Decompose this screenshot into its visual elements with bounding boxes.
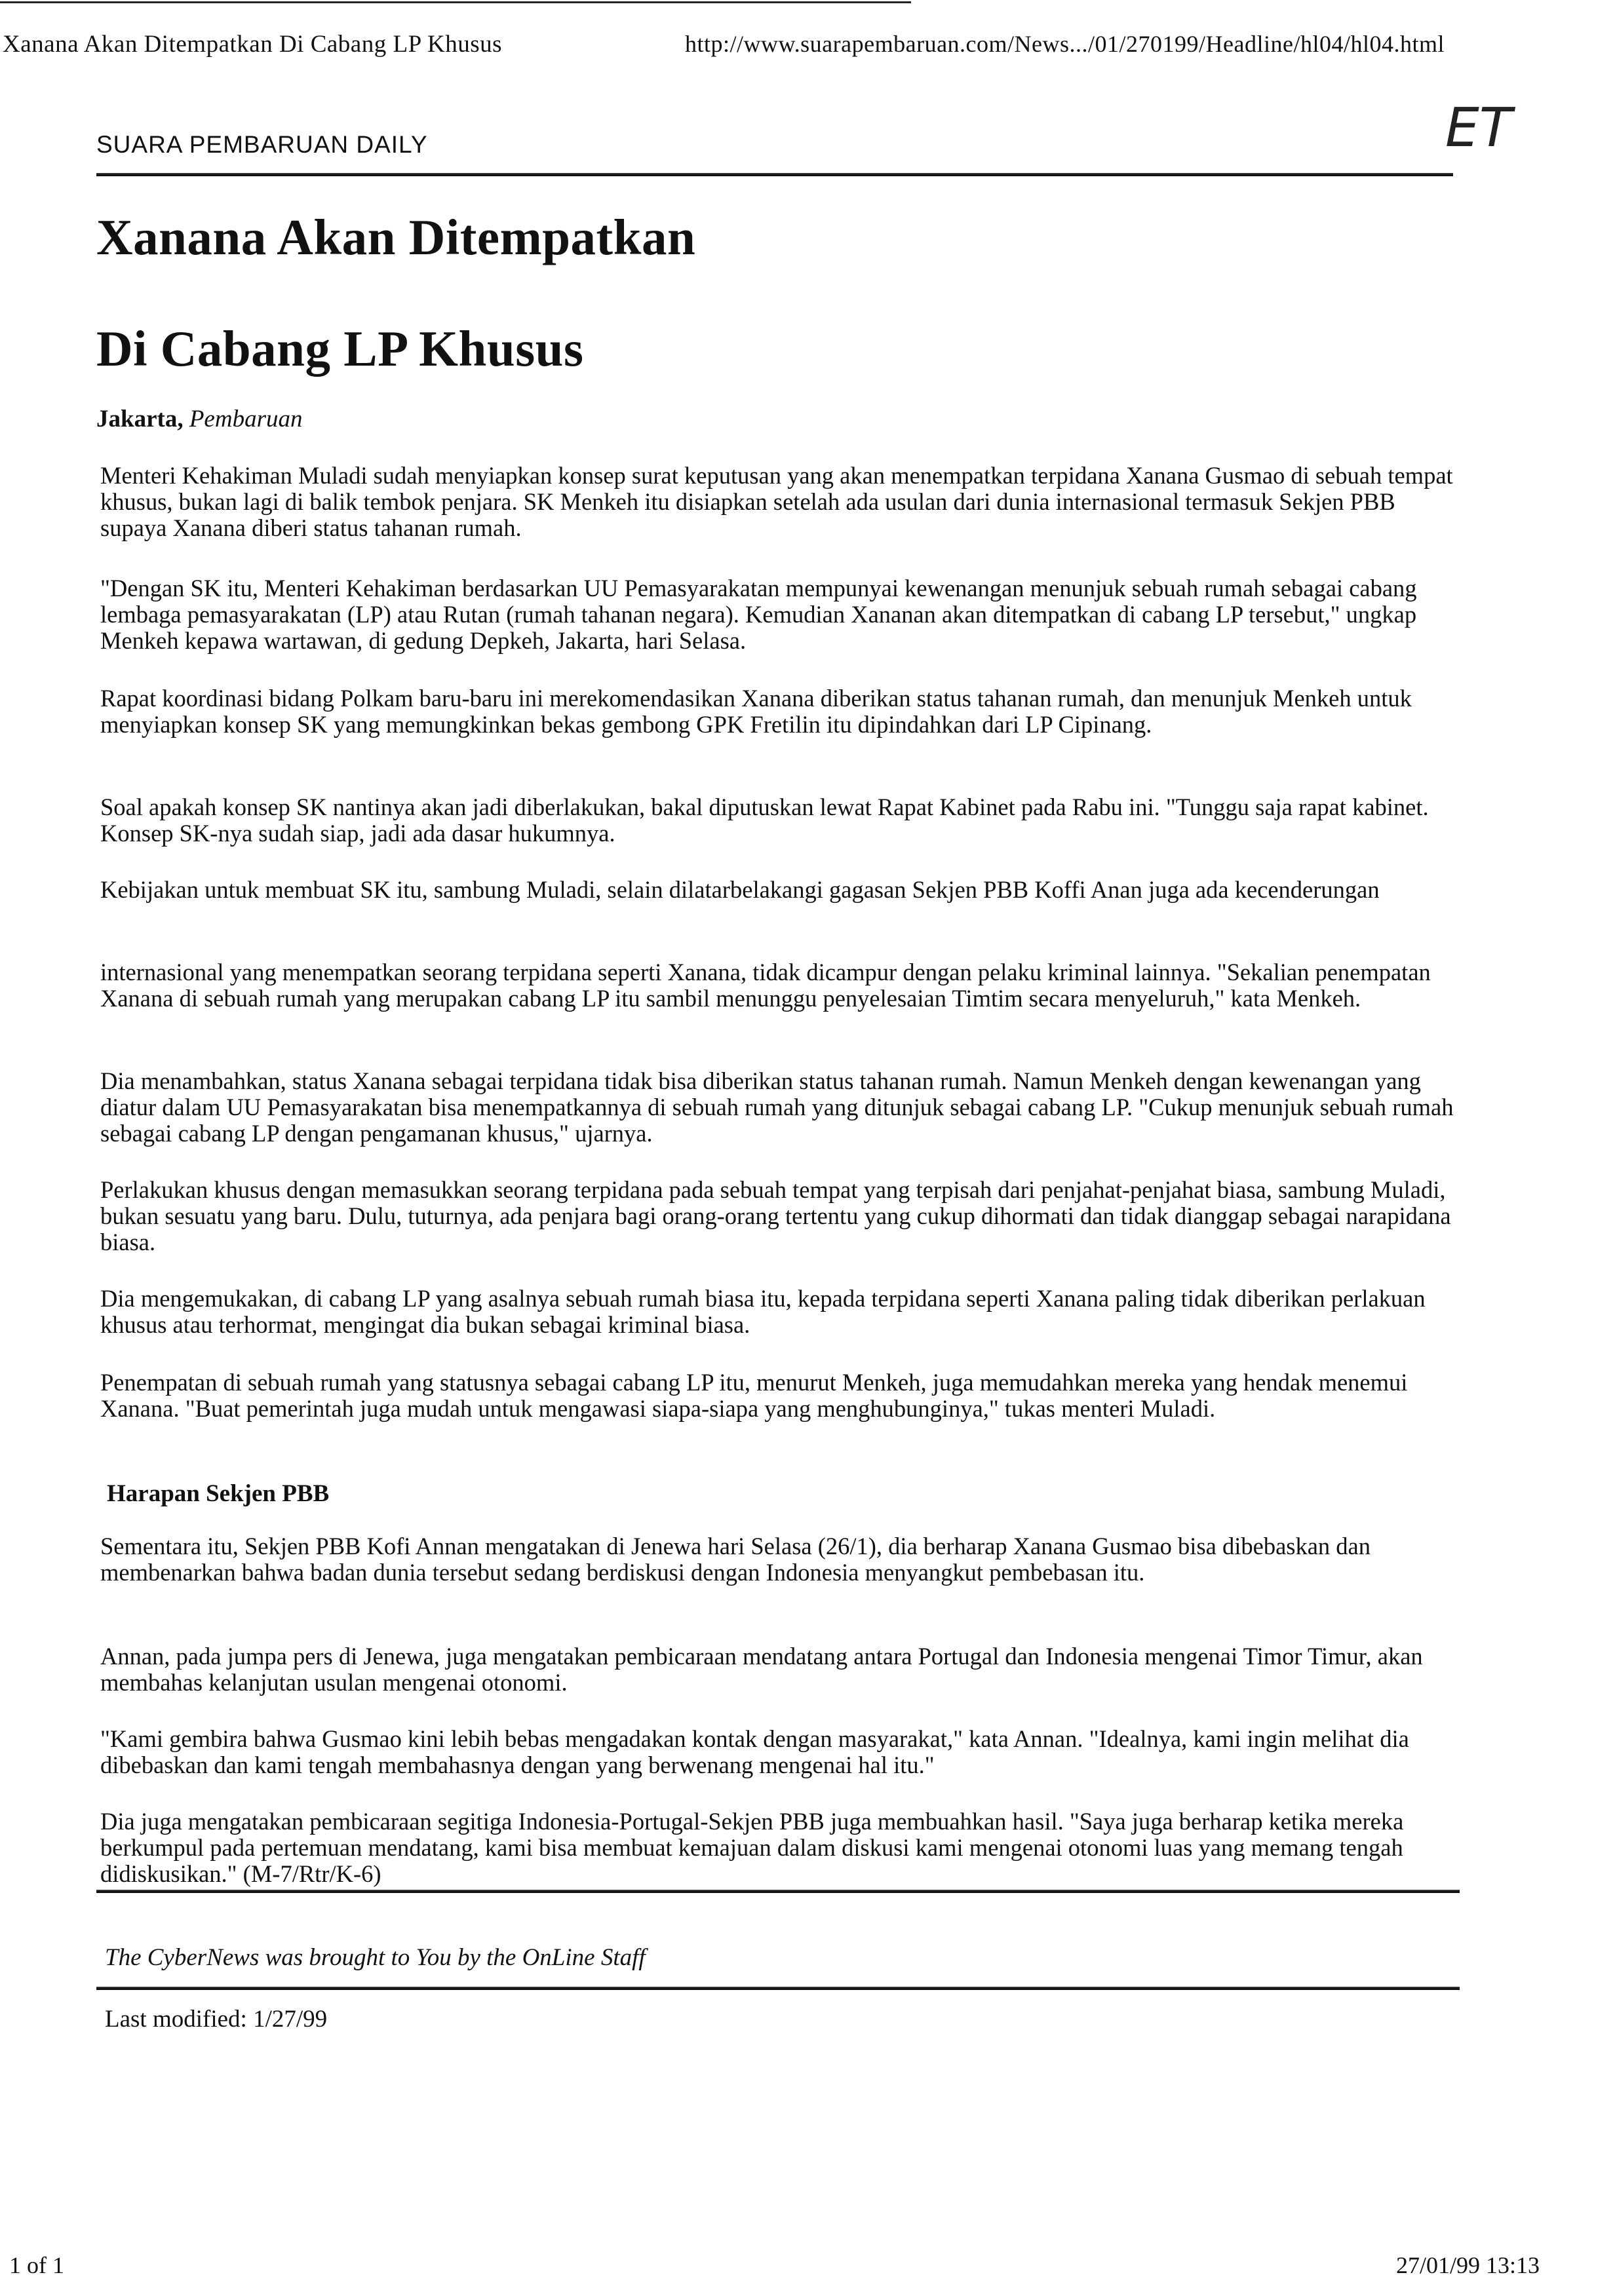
footer-rule-bottom (96, 1987, 1460, 1990)
article-paragraph: Annan, pada jumpa pers di Jenewa, juga mengatakan pembicaraan mendatang antara Portugal dan Indonesia mengenai Timor Timur, akan membahas kelanjutan usulan mengenai otonomi. (100, 1643, 1423, 1696)
article-paragraph: Menteri Kehakiman Muladi sudah menyiapkan konsep surat keputusan yang akan menempatkan terpidana Xanana Gusmao di sebuah tempat khusus, bukan lagi di balik tembok penjara. SK Menkeh itu disiapkan setelah ada usulan dari dunia internasional termasuk Sekjen PBB supaya Xanana diberi status tahanan rumah. (100, 462, 1453, 541)
article-paragraph: internasional yang menempatkan seorang terpidana seperti Xanana, tidak dicampur dengan pelaku kriminal lainnya. "Sekalian penempatan Xanana di sebuah rumah yang merupakan cabang LP itu sambil menunggu penyelesaian Timtim secara menyeluruh," kata Menkeh. (100, 959, 1431, 1012)
article-paragraph: Perlakukan khusus dengan memasukkan seorang terpidana pada sebuah tempat yang terpisah dari penjahat-penjahat biasa, sambung Muladi, bukan sesuatu yang baru. Dulu, tuturnya, ada penjara bagi orang-orang tertentu yang cukup dihormati dan tidak dianggap sebagai narapidana biasa. (100, 1176, 1451, 1255)
dateline-source: Pembaruan (189, 406, 303, 432)
article-paragraph: Kebijakan untuk membuat SK itu, sambung Muladi, selain dilatarbelakangi gagasan Sekjen PBB Koffi Anan juga ada kecenderungan (100, 876, 1380, 903)
article-paragraph: Dia menambahkan, status Xanana sebagai terpidana tidak bisa diberikan status tahanan rumah. Namun Menkeh dengan kewenangan yang diatur dalam UU Pemasyarakatan bisa menempatkannya di sebuah rumah yang ditunjuk sebagai cabang LP. "Cukup menunjuk sebuah rumah sebagai cabang LP dengan pengamanan khusus," ujarnya. (100, 1067, 1454, 1147)
print-header-url: http://www.suarapembaruan.com/News.../01/270199/Headline/hl04/hl04.html (685, 31, 1445, 57)
article-paragraph: Dia juga mengatakan pembicaraan segitiga Indonesia-Portugal-Sekjen PBB juga membuahkan hasil. "Saya juga berharap ketika mereka berkumpul pada pertemuan mendatang, kami bisa membuat kemajuan dalam diskusi kami mengenai otonomi luas yang memang tengah didiskusikan." (M-7/Rtr/K-6) (100, 1808, 1404, 1887)
footer-rule-top (96, 1890, 1460, 1893)
headline-line-2: Di Cabang LP Khusus (96, 320, 584, 377)
article-paragraph: Sementara itu, Sekjen PBB Kofi Annan mengatakan di Jenewa hari Selasa (26/1), dia berharap Xanana Gusmao bisa dibebaskan dan membenarkan bahwa badan dunia tersebut sedang berdiskusi dengan Indonesia menyangkut pembebasan itu. (100, 1533, 1371, 1586)
print-timestamp: 27/01/99 13:13 (1396, 2252, 1540, 2278)
article-paragraph: Rapat koordinasi bidang Polkam baru-baru ini merekomendasikan Xanana diberikan status tahanan rumah, dan menunjuk Menkeh untuk menyiapkan konsep SK yang memungkinkan bekas gembong GPK Fretilin itu dipindahkan dari LP Cipinang. (100, 685, 1412, 738)
article-paragraph: "Dengan SK itu, Menteri Kehakiman berdasarkan UU Pemasyarakatan mempunyai kewenangan menunjuk sebuah rumah sebagai cabang lembaga pemasyarakatan (LP) atau Rutan (rumah tahanan negara). Kemudian Xananan akan ditempatkan di cabang LP tersebut," ungkap Menkeh kepawa wartawan, di gedung Depkeh, Jakarta, hari Selasa. (100, 575, 1417, 654)
print-top-line (0, 1, 911, 3)
print-header-title: Xanana Akan Ditempatkan Di Cabang LP Khusus (3, 31, 503, 58)
print-page-number: 1 of 1 (9, 2252, 64, 2278)
article-paragraph: Penempatan di sebuah rumah yang statusnya sebagai cabang LP itu, menurut Menkeh, juga memudahkan mereka yang hendak menemui Xanana. "Buat pemerintah juga mudah untuk mengawasi siapa-siapa yang menghubunginya," tukas menteri Muladi. (100, 1369, 1408, 1422)
last-modified: Last modified: 1/27/99 (105, 2006, 328, 2033)
handwritten-mark: ET (1445, 97, 1512, 159)
dateline-place: Jakarta, (96, 406, 184, 432)
article-paragraph: Dia mengemukakan, di cabang LP yang asalnya sebuah rumah biasa itu, kepada terpidana seperti Xanana paling tidak diberikan perlakuan khusus atau terhormat, mengingat dia bukan sebagai kriminal biasa. (100, 1285, 1426, 1338)
dateline (96, 405, 302, 433)
masthead: SUARA PEMBARUAN DAILY (96, 131, 428, 158)
masthead-rule (96, 173, 1453, 176)
article-paragraph: Soal apakah konsep SK nantinya akan jadi diberlakukan, bakal diputuskan lewat Rapat Kabinet pada Rabu ini. "Tunggu saja rapat kabinet. Konsep SK-nya sudah siap, jadi ada dasar hukumnya. (100, 794, 1429, 847)
headline-line-1: Xanana Akan Ditempatkan (96, 209, 696, 265)
section-subhead: Harapan Sekjen PBB (107, 1480, 330, 1507)
article-paragraph: "Kami gembira bahwa Gusmao kini lebih bebas mengadakan kontak dengan masyarakat," kata Annan. "Idealnya, kami ingin melihat dia dibebaskan dan kami tengah membahasnya dengan yang berwenang mengenai hal itu." (100, 1725, 1409, 1778)
footer-credit: The CyberNews was brought to You by the OnLine Staff (105, 1944, 646, 1971)
